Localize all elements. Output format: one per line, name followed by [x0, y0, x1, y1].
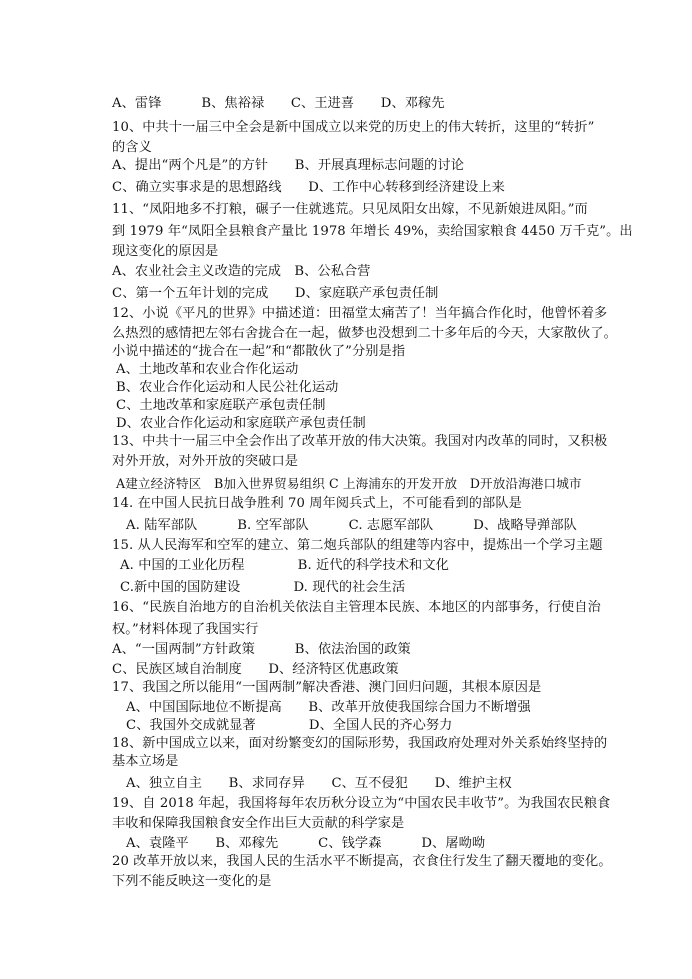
q15-stem: 15. 从人民海军和空军的建立、第二炮兵部队的组建等内容中，提炼出一个学习主题 — [112, 538, 603, 553]
q12-stem-line2: 么热烈的感情把左邻右舍拢合在一起，做梦也没想到二十多年后的今天，大家散伙了。 — [112, 326, 617, 341]
q9-options: A、雷锋 B、焦裕禄 C、王进喜 D、邓稼先 — [112, 96, 445, 111]
q19-stem-line2: 丰收和保障我国粮食安全作出巨大贡献的科学家是 — [112, 816, 405, 831]
q11-options-cd: C、第一个五年计划的完成 D、家庭联产承包责任制 — [112, 286, 439, 301]
q11-options-ab: A、农业社会主义改造的完成 B、公私合营 — [112, 264, 371, 279]
q13-stem-line1: 13、中共十一届三中全会作出了改革开放的伟大决策。我国对内改革的同时，又积极 — [112, 434, 608, 449]
q12-option-d: D、农业合作化运动和家庭联产承包责任制 — [116, 416, 366, 431]
q11-stem-line3: 现这变化的原因是 — [112, 244, 219, 259]
q12-stem-line1: 12、小说《平凡的世界》中描述道：田福堂太痛苦了！当年搞合作化时，他曾怀着多 — [112, 306, 608, 321]
q17-options-ab: A、中国国际地位不断提高 B、改革开放使我国综合国力不断增强 — [126, 700, 531, 715]
q14-stem: 14. 在中国人民抗日战争胜利 70 周年阅兵式上，不可能看到的部队是 — [112, 496, 522, 511]
q18-stem-line1: 18、新中国成立以来，面对纷繁变幻的国际形势，我国政府处理对外关系始终坚持的 — [112, 736, 608, 751]
q16-options-ab: A、“一国两制”方针政策 B、依法治国的政策 — [112, 642, 411, 657]
q12-option-c: C、土地改革和家庭联产承包责任制 — [116, 398, 326, 413]
q13-options: A建立经济特区 B加入世界贸易组织 C 上海浦东的开发开放 D开放沿海港口城市 — [116, 476, 582, 491]
q12-stem-line3: 小说中描述的“拢合在一起”和“都散伙了”分别是指 — [112, 344, 406, 359]
q15-options-ab: A. 中国的工业化历程 B. 近代的科学技术和文化 — [120, 558, 449, 573]
q18-options: A、独立自主 B、求同存异 C、互不侵犯 D、维护主权 — [126, 776, 512, 791]
q11-stem-line1: 11、“凤阳地多不打粮，碾子一住就逃荒。只见凤阳女出嫁，不见新娘进凤阳。”而 — [112, 202, 588, 217]
q20-stem-line2: 下列不能反映这一变化的是 — [112, 874, 272, 889]
q17-options-cd: C、我国外交成就显著 D、全国人民的齐心努力 — [126, 718, 453, 733]
q19-options: A、袁隆平 B、邓稼先 C、钱学森 D、屠呦呦 — [126, 836, 486, 851]
q12-option-b: B、农业合作化运动和人民公社化运动 — [116, 380, 339, 395]
q10-options-ab: A、提出“两个凡是”的方针 B、开展真理标志问题的讨论 — [112, 158, 464, 173]
q13-stem-line2: 对外开放，对外开放的突破口是 — [112, 454, 299, 469]
q10-stem-line1: 10、中共十一届三中全会是新中国成立以来党的历史上的伟大转折，这里的“转折” — [112, 120, 595, 135]
q10-stem-line2: 的含义 — [112, 140, 152, 155]
q19-stem-line1: 19、自 2018 年起，我国将每年农历秋分设立为“中国农民丰收节”。为我国农民粮食 — [112, 796, 611, 811]
q16-stem-line2: 权。”材料体现了我国实行 — [112, 622, 259, 637]
q15-options-cd: C.新中国的国防建设 D. 现代的社会生活 — [120, 580, 406, 595]
q16-stem-line1: 16、“民族自治地方的自治机关依法自主管理本民族、本地区的内部事务，行使自治 — [112, 600, 601, 615]
q12-option-a: A、土地改革和农业合作化运动 — [116, 362, 299, 377]
q11-stem-line2: 到 1979 年“凤阳全县粮食产量比 1978 年增长 49%，卖给国家粮食 4450 万千克”。出 — [112, 224, 633, 239]
q20-stem-line1: 20 改革开放以来，我国人民的生活水平不断提高，衣食住行发生了翻天覆地的变化。 — [112, 854, 612, 869]
q18-stem-line2: 基本立场是 — [112, 754, 179, 769]
q14-options: A. 陆军部队 B. 空军部队 C. 志愿军部队 D、战略导弹部队 — [126, 518, 577, 533]
q17-stem: 17、我国之所以能用“一国两制”解决香港、澳门回归问题，其根本原因是 — [112, 680, 542, 695]
q10-options-cd: C、确立实事求是的思想路线 D、工作中心转移到经济建设上来 — [112, 180, 505, 195]
q16-options-cd: C、民族区域自治制度 D、经济特区优惠政策 — [112, 662, 399, 677]
